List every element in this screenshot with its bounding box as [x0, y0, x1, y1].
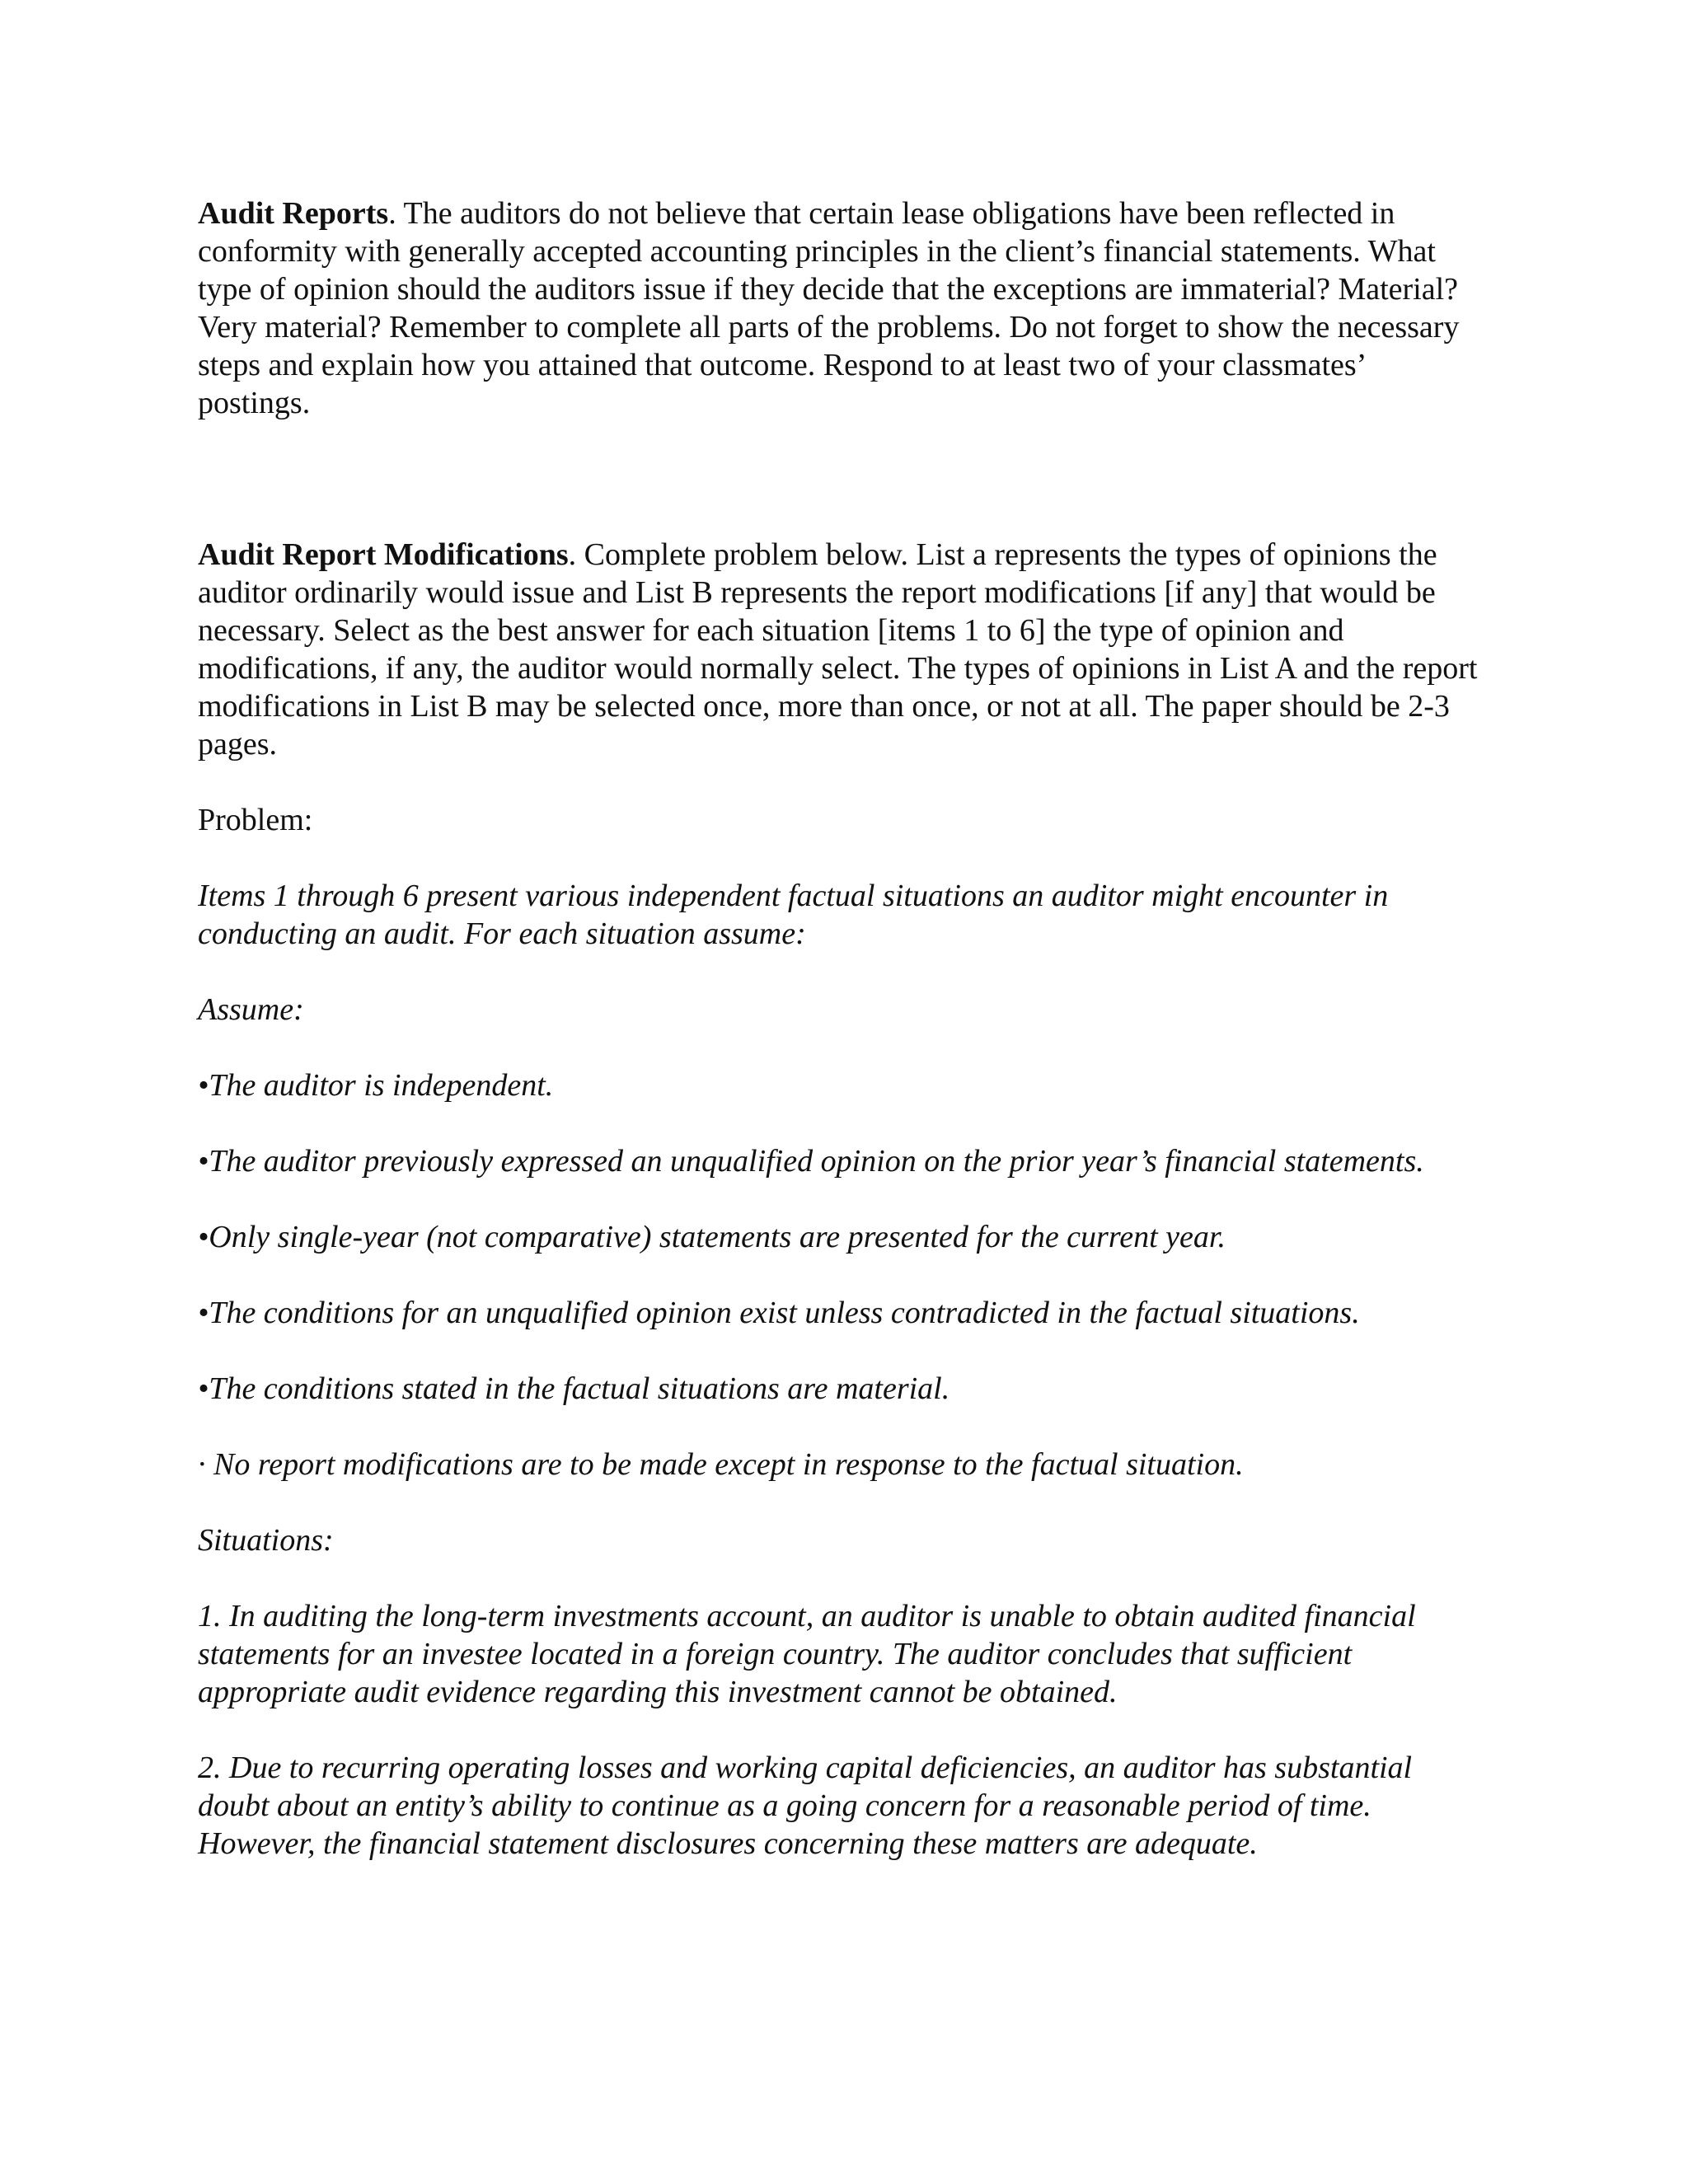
audit-reports-body: . The auditors do not believe that certain lease obligations have been reflected in conformity with generally accepted accounting principles in the client’s financial statements. What type of opinion should the auditors issue if they decide that the exceptions are immaterial? Material? Very material? Remember to complete all parts of the problems. Do not forget to show the necessary steps and explain how you attained that outcome. Respond to at least two of your classmates’ postings. [198, 196, 1460, 420]
assumption-item: •Only single-year (not comparative) statements are presented for the current year. [198, 1220, 1226, 1254]
problem-intro: Items 1 through 6 present various independent factual situations an auditor might encounter in conducting an audit. For each situation assume: [198, 879, 1389, 951]
document-content [198, 194, 1484, 1863]
audit-report-modifications-heading: Audit Report Modifications [198, 537, 569, 572]
assume-label: Assume: [198, 992, 304, 1027]
assumption-item: •The auditor previously expressed an unqualified opinion on the prior year’s financial statements. [198, 1144, 1424, 1179]
audit-reports-heading: Audit Reports [198, 196, 389, 231]
assumption-item: •The conditions stated in the factual situations are material. [198, 1371, 950, 1406]
situation-item: 1. In auditing the long-term investments account, an auditor is unable to obtain audited financial statements for an investee located in a foreign country. The auditor concludes that sufficient appropriate audit evidence regarding this investment cannot be obtained. [198, 1599, 1416, 1709]
situation-item: 2. Due to recurring operating losses and working capital deficiencies, an auditor has substantial doubt about an entity’s ability to continue as a going concern for a reasonable period of time. However, the financial statement disclosures concerning these matters are adequate. [198, 1750, 1413, 1861]
audit-report-modifications-question [198, 536, 1484, 763]
assumption-item: · No report modifications are to be made except in response to the factual situation. [198, 1447, 1244, 1482]
problem-label: Problem: [198, 803, 313, 837]
assumption-item: •The auditor is independent. [198, 1068, 554, 1103]
audit-reports-question [198, 194, 1484, 422]
situations-label: Situations: [198, 1523, 334, 1558]
assumption-item: •The conditions for an unqualified opinion exist unless contradicted in the factual situations. [198, 1296, 1360, 1330]
audit-report-modifications-body: . Complete problem below. List a represents the types of opinions the auditor ordinarily would issue and List B represents the report modifications [if any] that would be necessary. Select as the best answer for each situation [items 1 to 6] the type of opinion and modifications, if any, the auditor would normally select. The types of opinions in List A and the report modifications in List B may be selected once, more than once, or not at all. The paper should be 2-3 pages. [198, 537, 1478, 762]
